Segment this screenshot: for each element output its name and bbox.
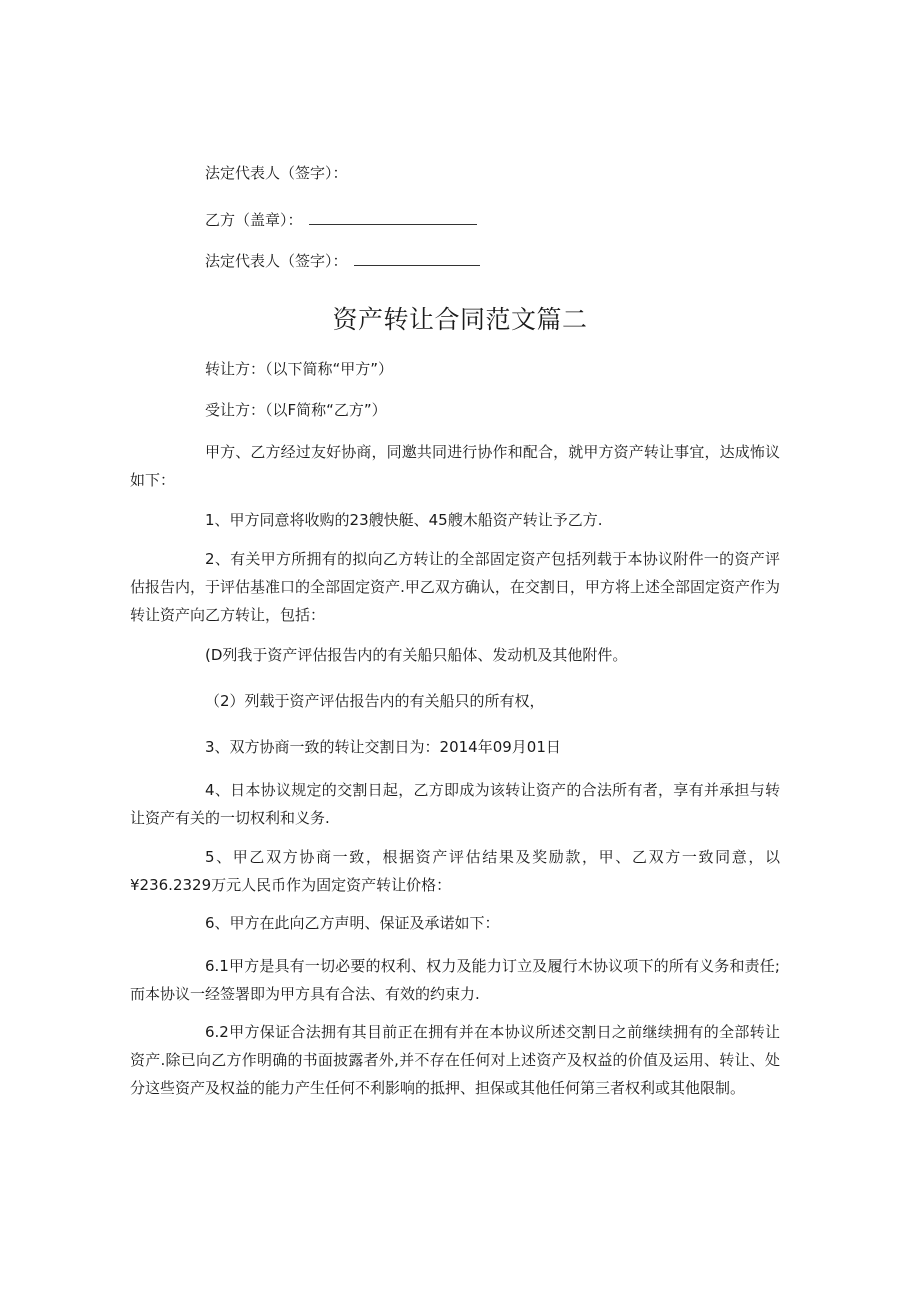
legal-representative-signature-2: [205, 251, 480, 271]
party-b-seal-line: [205, 210, 477, 230]
paragraph-intro: 甲方、乙方经过友好协商，同邀共同进行协作和配合，就甲方资产转让事宜，达成怖议如下：: [130, 443, 780, 489]
transferee-line: 受让方：（以F简称“乙方”）: [205, 401, 387, 419]
paragraph-clause-2-item-1: (D列我于资产评估报告内的有关船只船体、发动机及其他附件。: [205, 646, 628, 664]
legal-representative-label-1: 法定代表人（签字）：: [205, 164, 348, 182]
paragraph-clause-5: 5、甲乙双方协商一致，根据资产评估结果及奖励款，甲、乙双方一致同意，以¥236.2329万元人民币作为固定资产转让价格：: [130, 848, 780, 894]
legal-representative-blank-2: [354, 251, 480, 266]
party-b-seal-label: 乙方（盖章）：: [205, 211, 303, 229]
paragraph-clause-2: 2、有关甲方所拥有的拟向乙方转让的全部固定资产包括列载于本协议附件一的资产评估报告内，于评估基准口的全部固定资产.甲乙双方确认，在交割日，甲方将上述全部固定资产作为转让资产向乙方转让，包括：: [130, 550, 780, 624]
paragraph-clause-4: 4、日本协议规定的交割日起，乙方即成为该转让资产的合法所有者，享有并承担与转让资产有关的一切权利和义务.: [130, 781, 780, 827]
paragraph-clause-3: 3、双方协商一致的转让交割日为：2014年09月01日: [205, 738, 561, 756]
legal-representative-signature-1: [205, 163, 348, 183]
paragraph-clause-6-2: 6.2甲方保证合法拥有其目前正在拥有并在本协议所述交割日之前继续拥有的全部转让资产.除已向乙方作明确的书面披露者外,并不存在任何对上述资产及权益的价值及运用、转让、处分这些资产及权益的能力产生任何不利影响的抵押、担保或其他任何第三者权利或其他限制。: [130, 1023, 780, 1097]
paragraph-clause-2-item-2: （2）列载于资产评估报告内的有关船只的所有权，: [205, 692, 545, 710]
legal-representative-label-2: 法定代表人（签字）：: [205, 252, 348, 270]
paragraph-clause-6: 6、甲方在此向乙方声明、保证及承诺如下：: [205, 914, 500, 932]
paragraph-clause-6-1: 6.1甲方是具有一切必要的权利、权力及能力订立及履行木协议项下的所有义务和责任;而本协议一经签署即为甲方具有合法、有效的约束力.: [130, 957, 780, 1003]
party-b-seal-blank: [309, 210, 477, 225]
document-title: 资产转让合同范文篇二: [332, 305, 588, 334]
transferor-line: 转让方：（以下简称“甲方”）: [205, 360, 394, 378]
paragraph-clause-1: 1、甲方同意将收购的23艘快艇、45艘木船资产转让予乙方.: [205, 511, 603, 529]
